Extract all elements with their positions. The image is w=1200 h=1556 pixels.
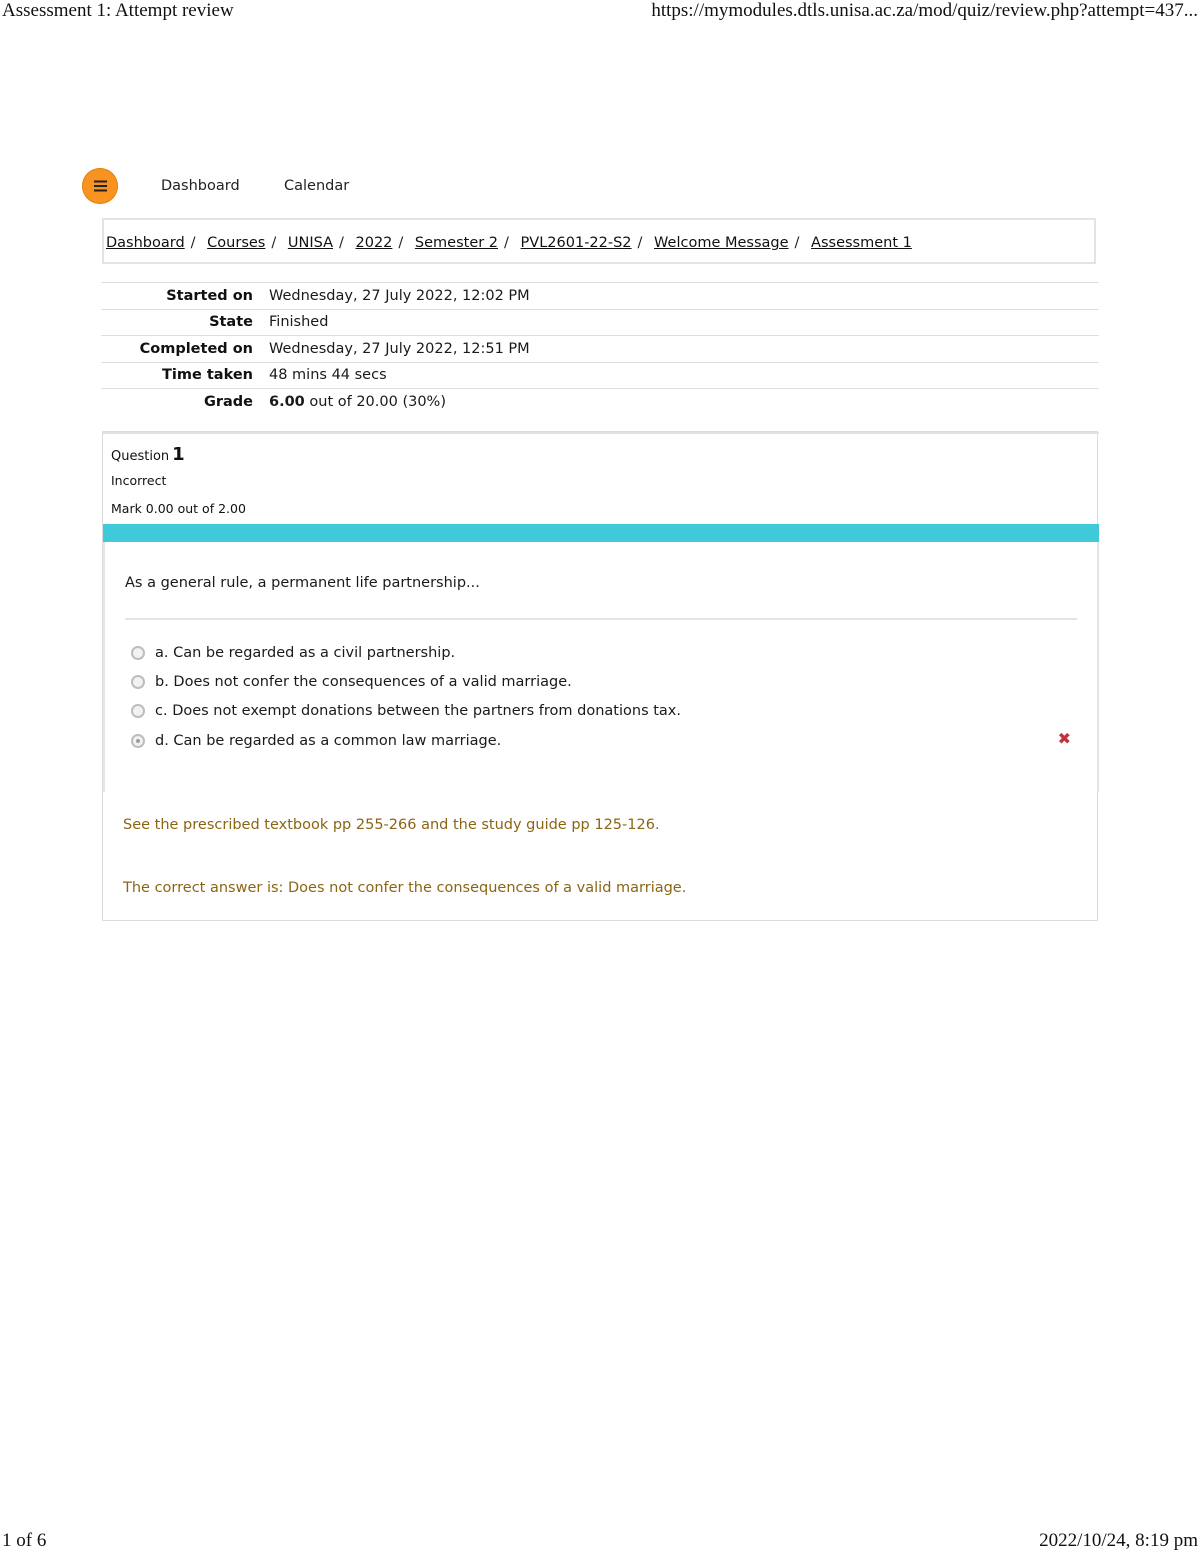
breadcrumb-year[interactable]: 2022 xyxy=(355,235,393,251)
summary-row-state xyxy=(101,309,1099,336)
summary-row-completed xyxy=(101,336,1099,363)
breadcrumb-separator: / xyxy=(339,235,344,251)
answer-label: c. Does not exempt donations between the partners from donations tax. xyxy=(155,703,681,720)
answer-label: b. Does not confer the consequences of a valid marriage. xyxy=(155,673,572,690)
answer-option-b[interactable] xyxy=(131,667,1071,696)
breadcrumb-welcome-message[interactable]: Welcome Message xyxy=(654,235,789,251)
question-state: Incorrect xyxy=(111,473,167,488)
nav-link-dashboard[interactable]: Dashboard xyxy=(161,178,240,194)
answer-option-a[interactable] xyxy=(131,638,1071,667)
question-card xyxy=(102,431,1098,921)
question-number: Question 1 xyxy=(111,444,185,465)
radio-button-selected[interactable] xyxy=(131,734,145,748)
summary-label: Grade xyxy=(203,394,253,410)
print-footer xyxy=(0,1530,1200,1556)
summary-value xyxy=(269,389,1099,416)
breadcrumb-semester[interactable]: Semester 2 xyxy=(414,235,499,251)
grade-total: out of 20.00 (30%) xyxy=(304,394,446,410)
correct-answer-feedback: The correct answer is: Does not confer the consequences of a valid marriage. xyxy=(123,880,687,896)
radio-button[interactable] xyxy=(131,675,145,689)
hamburger-menu-icon[interactable] xyxy=(82,168,118,204)
question-content xyxy=(103,542,1099,792)
radio-button[interactable] xyxy=(131,646,145,660)
print-page-title: Assessment 1: Attempt review xyxy=(2,0,234,21)
top-navbar xyxy=(82,168,482,206)
breadcrumb-dashboard[interactable]: Dashboard xyxy=(106,235,185,251)
answer-options xyxy=(131,638,1071,755)
print-url: https://mymodules.dtls.unisa.ac.za/mod/quiz/review.php?attempt=437... xyxy=(651,0,1198,21)
nav-link-calendar[interactable]: Calendar xyxy=(284,178,350,194)
breadcrumb-course[interactable]: PVL2601-22-S2 xyxy=(520,235,632,251)
breadcrumb-separator: / xyxy=(504,235,509,251)
print-datetime: 2022/10/24, 8:19 pm xyxy=(1039,1530,1198,1551)
general-feedback: See the prescribed textbook pp 255-266 and the study guide pp 125-126. xyxy=(123,817,660,833)
breadcrumb-container xyxy=(102,218,1096,264)
summary-label: Started on xyxy=(166,287,253,304)
question-header-bar xyxy=(103,524,1099,542)
answer-option-d[interactable] xyxy=(131,726,1071,755)
summary-row-grade xyxy=(101,389,1099,416)
print-header xyxy=(0,0,1200,26)
print-page-number: 1 of 6 xyxy=(2,1530,47,1551)
summary-value: Wednesday, 27 July 2022, 12:51 PM xyxy=(269,340,530,357)
attempt-summary-table xyxy=(101,282,1099,415)
summary-value: Finished xyxy=(269,314,329,331)
breadcrumb-separator: / xyxy=(190,235,196,251)
question-feedback xyxy=(103,792,1099,922)
breadcrumb-assessment[interactable]: Assessment 1 xyxy=(811,235,912,251)
summary-row-started xyxy=(101,283,1099,310)
breadcrumb-unisa[interactable]: UNISA xyxy=(287,235,333,251)
radio-button[interactable] xyxy=(131,704,145,718)
summary-label: Completed on xyxy=(139,340,253,357)
breadcrumb-separator: / xyxy=(794,235,800,251)
breadcrumb-separator: / xyxy=(271,235,277,251)
summary-value: 48 mins 44 secs xyxy=(269,367,387,384)
question-number-value: 1 xyxy=(172,444,185,465)
grade-score: 6.00 xyxy=(269,394,305,410)
summary-value: Wednesday, 27 July 2022, 12:02 PM xyxy=(269,287,530,304)
divider xyxy=(125,618,1077,620)
breadcrumb-separator: / xyxy=(398,235,404,251)
answer-label: d. Can be regarded as a common law marriage. xyxy=(155,732,502,749)
summary-label: State xyxy=(209,314,253,331)
breadcrumb xyxy=(106,235,912,251)
question-mark: Mark 0.00 out of 2.00 xyxy=(111,501,246,516)
answer-label: a. Can be regarded as a civil partnership. xyxy=(155,644,456,661)
cross-icon: ✖ xyxy=(1057,728,1071,748)
answer-option-c[interactable] xyxy=(131,697,1071,726)
breadcrumb-courses[interactable]: Courses xyxy=(207,235,266,251)
question-info xyxy=(103,432,1099,524)
breadcrumb-separator: / xyxy=(637,235,643,251)
summary-row-time-taken xyxy=(101,362,1099,389)
question-text: As a general rule, a permanent life partnership... xyxy=(125,575,480,591)
summary-label: Time taken xyxy=(162,367,253,384)
